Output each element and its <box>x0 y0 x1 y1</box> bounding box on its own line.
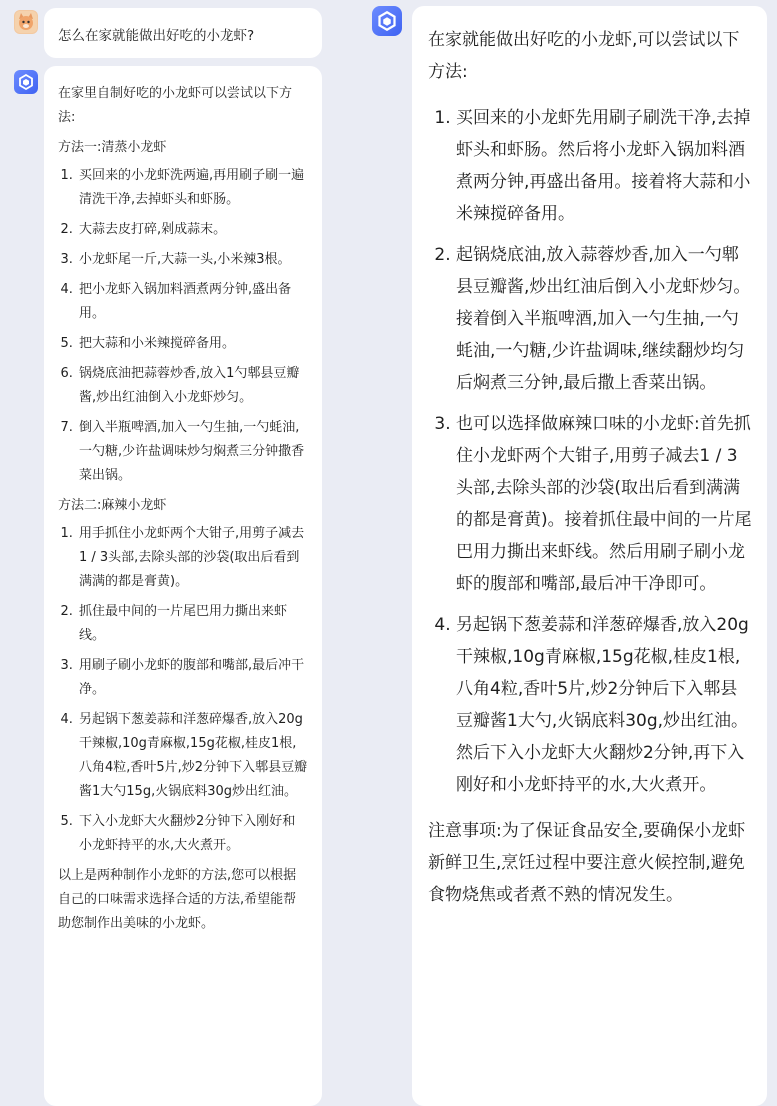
list-item: 2. 起锅烧底油,放入蒜蓉炒香,加入一勺郫县豆瓣酱,炒出红油后倒入小龙虾炒匀。接着倒入半瓶啤酒,加入一勺生抽,一勺蚝油,一勺糖,少许盐调味,继续翻炒均匀后焖煮三分钟,最后撒上香菜出锅。 <box>456 239 753 399</box>
answer-intro: 在家就能做出好吃的小龙虾,可以尝试以下方法: <box>428 30 740 82</box>
list-item: 7. 倒入半瓶啤酒,加入一勺生抽,一勺蚝油,一勺糖,少许盐调味炒匀焖煮三分钟撒香菜出锅。 <box>77 416 308 488</box>
bot-answer-bubble-left <box>44 66 322 1106</box>
safety-note: 注意事项:为了保证食品安全,要确保小龙虾新鲜卫生,烹饪过程中要注意火候控制,避免食物烧焦或者煮不熟的情况发生。 <box>428 821 746 905</box>
list-item: 2. 大蒜去皮打碎,剁成蒜末。 <box>77 218 308 242</box>
user-avatar <box>14 10 38 34</box>
bot-avatar-right <box>372 6 402 36</box>
answer-intro: 在家里自制好吃的小龙虾可以尝试以下方法: <box>58 86 293 125</box>
user-question-bubble <box>44 8 322 58</box>
answer-outro: 以上是两种制作小龙虾的方法,您可以根据自己的口味需求选择合适的方法,希望能帮助您制作出美味的小龙虾。 <box>58 868 297 931</box>
method2-steps <box>58 522 308 858</box>
list-item: 2. 抓住最中间的一片尾巴用力撕出来虾线。 <box>77 600 308 648</box>
list-item: 1. 买回来的小龙虾洗两遍,再用刷子刷一遍清洗干净,去掉虾头和虾肠。 <box>77 164 308 212</box>
right-conversation <box>362 0 777 1100</box>
bot-avatar <box>14 70 38 94</box>
list-item: 6. 锅烧底油把蒜蓉炒香,放入1勺郫县豆瓣酱,炒出红油倒入小龙虾炒匀。 <box>77 362 308 410</box>
hexagon-logo-icon <box>18 74 34 90</box>
list-item: 5. 把大蒜和小米辣搅碎备用。 <box>77 332 308 356</box>
cat-avatar-icon <box>15 11 37 33</box>
list-item: 4. 另起锅下葱姜蒜和洋葱碎爆香,放入20g干辣椒,10g青麻椒,15g花椒,桂皮1根,八角4粒,香叶5片,炒2分钟下入郫县豆瓣酱1大勺15g,火锅底料30g炒出红油。 <box>77 708 308 804</box>
answer-steps <box>428 102 753 801</box>
user-question-text: 怎么在家就能做出好吃的小龙虾? <box>58 28 255 44</box>
left-conversation <box>0 0 330 1100</box>
list-item: 4. 另起锅下葱姜蒜和洋葱碎爆香,放入20g干辣椒,10g青麻椒,15g花椒,桂皮1根,八角4粒,香叶5片,炒2分钟后下入郫县豆瓣酱1大勺,火锅底料30g,炒出红油。然后下入小龙虾大火翻炒2分钟,再下入刚好和小龙虾持平的水,大火煮开。 <box>456 609 753 801</box>
list-item: 3. 也可以选择做麻辣口味的小龙虾:首先抓住小龙虾两个大钳子,用剪子减去1 / 3头部,去除头部的沙袋(取出后看到满满的都是膏黄)。接着抓住最中间的一片尾巴用力撕出来虾线。然后用刷子刷小龙虾的腹部和嘴部,最后冲干净即可。 <box>456 408 753 600</box>
method1-title: 方法一:清蒸小龙虾 <box>58 140 167 155</box>
list-item: 4. 把小龙虾入锅加料酒煮两分钟,盛出备用。 <box>77 278 308 326</box>
method1-steps <box>58 164 308 488</box>
list-item: 1. 用手抓住小龙虾两个大钳子,用剪子减去1 / 3头部,去除头部的沙袋(取出后看到满满的都是膏黄)。 <box>77 522 308 594</box>
list-item: 3. 用刷子刷小龙虾的腹部和嘴部,最后冲干净。 <box>77 654 308 702</box>
list-item: 3. 小龙虾尾一斤,大蒜一头,小米辣3根。 <box>77 248 308 272</box>
list-item: 1. 买回来的小龙虾先用刷子刷洗干净,去掉虾头和虾肠。然后将小龙虾入锅加料酒煮两分钟,再盛出备用。接着将大蒜和小米辣搅碎备用。 <box>456 102 753 230</box>
hexagon-logo-icon <box>377 11 397 31</box>
list-item: 5. 下入小龙虾大火翻炒2分钟下入刚好和小龙虾持平的水,大火煮开。 <box>77 810 308 858</box>
bot-answer-bubble-right <box>412 6 767 1106</box>
method2-title: 方法二:麻辣小龙虾 <box>58 498 167 513</box>
